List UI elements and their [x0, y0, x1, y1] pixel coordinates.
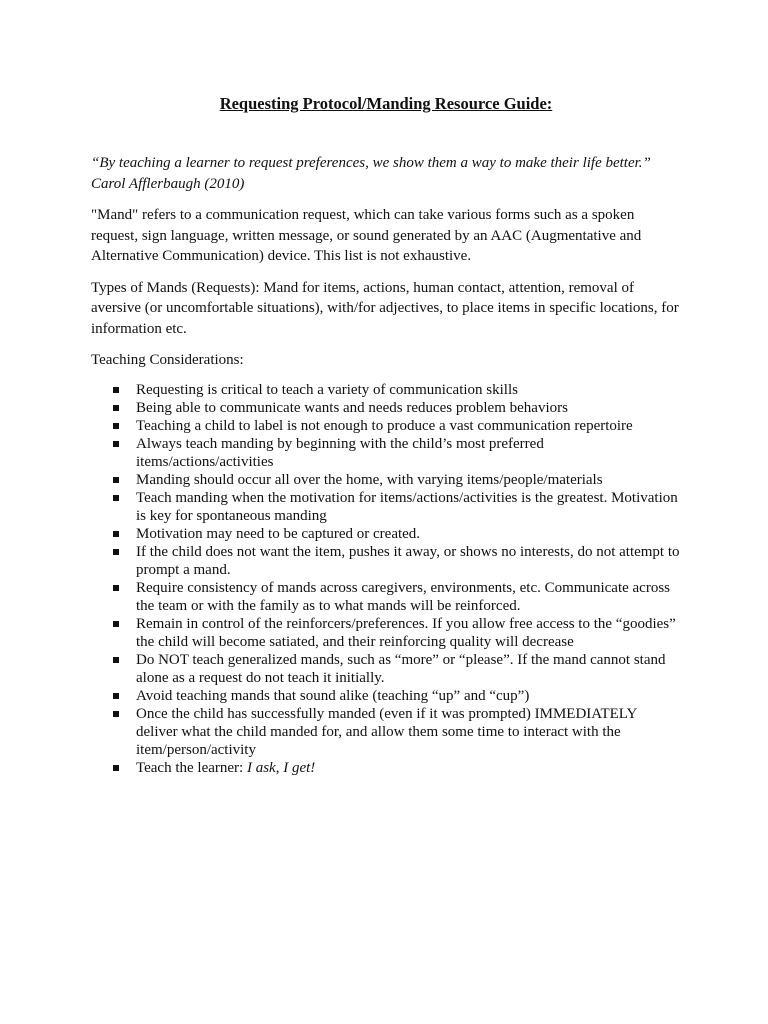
square-bullet-icon	[113, 711, 119, 717]
considerations-list	[91, 381, 681, 777]
square-bullet-icon	[113, 765, 119, 771]
list-item: Once the child has successfully manded (even if it was prompted) IMMEDIATELY deliver what the child manded for, and allow them some time to interact with the item/person/activity	[91, 705, 681, 759]
mand-definition-paragraph: "Mand" refers to a communication request, which can take various forms such as a spoken request, sign language, written message, or sound generated by an AAC (Augmentative and Alternative Communication) device. This list is not exhaustive.	[91, 207, 642, 264]
list-item	[91, 759, 681, 777]
list-item: Teach manding when the motivation for items/actions/activities is the greatest. Motivation is key for spontaneous manding	[91, 489, 681, 525]
square-bullet-icon	[113, 387, 119, 393]
quote-text: “By teaching a learner to request preferences, we show them a way to make their life better.”	[91, 155, 651, 171]
list-item: Requesting is critical to teach a variety of communication skills	[91, 381, 681, 399]
list-item: Being able to communicate wants and needs reduces problem behaviors	[91, 399, 681, 417]
list-item: Always teach manding by beginning with the child’s most preferred items/actions/activities	[91, 435, 681, 471]
square-bullet-icon	[113, 477, 119, 483]
list-item: Avoid teaching mands that sound alike (teaching “up” and “cup”)	[91, 687, 681, 705]
list-item: Do NOT teach generalized mands, such as “more” or “please”. If the mand cannot stand alone as a request do not teach it initially.	[91, 651, 681, 687]
last-item-prefix: Teach the learner:	[136, 759, 247, 776]
list-item: Motivation may need to be captured or created.	[91, 525, 681, 543]
quote-author: Carol Afflerbaugh (2010)	[91, 175, 245, 192]
square-bullet-icon	[113, 693, 119, 699]
square-bullet-icon	[113, 423, 119, 429]
square-bullet-icon	[113, 585, 119, 591]
types-of-mands-paragraph: Types of Mands (Requests): Mand for items, actions, human contact, attention, removal of aversive (or uncomfortable situations), with/for adjectives, to place items in specific locations, for information etc.	[91, 279, 679, 337]
list-item: If the child does not want the item, pushes it away, or shows no interests, do not attempt to prompt a mand.	[91, 543, 681, 579]
teaching-considerations-heading: Teaching Considerations:	[91, 352, 244, 368]
list-item: Manding should occur all over the home, with varying items/people/materials	[91, 471, 681, 489]
last-item-emphasis: I ask, I get!	[246, 759, 316, 776]
square-bullet-icon	[113, 441, 119, 447]
square-bullet-icon	[113, 495, 119, 501]
document-page	[91, 92, 681, 777]
document-title: Requesting Protocol/Manding Resource Guide:	[219, 94, 553, 113]
list-item: Require consistency of mands across caregivers, environments, etc. Communicate across the team or with the family as to what mands will be reinforced.	[91, 579, 681, 615]
square-bullet-icon	[113, 657, 119, 663]
list-item: Teaching a child to label is not enough to produce a vast communication repertoire	[91, 417, 681, 435]
square-bullet-icon	[113, 549, 119, 555]
list-item: Remain in control of the reinforcers/preferences. If you allow free access to the “goodies” the child will become satiated, and their reinforcing quality will decrease	[91, 615, 681, 651]
square-bullet-icon	[113, 531, 119, 537]
opening-quote	[91, 153, 681, 194]
square-bullet-icon	[113, 621, 119, 627]
square-bullet-icon	[113, 405, 119, 411]
